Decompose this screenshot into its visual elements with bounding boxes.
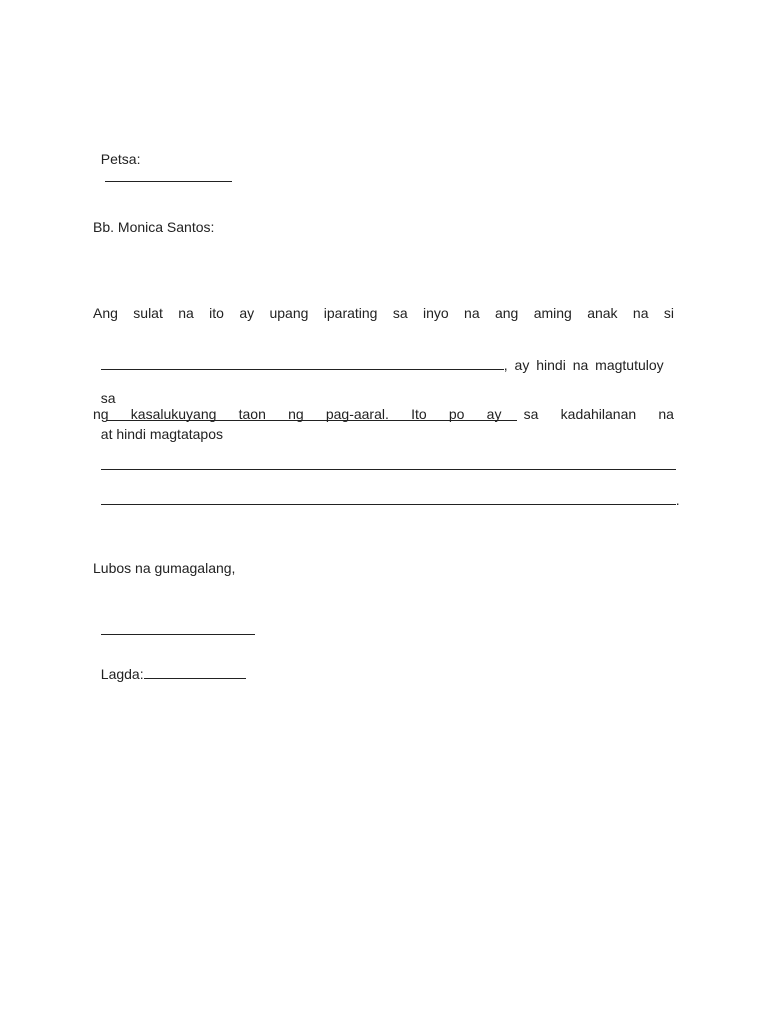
body-line-4-word: ay	[486, 406, 502, 422]
body-line-4-word: Ito	[411, 406, 427, 422]
body-line-5	[93, 438, 676, 474]
period: .	[675, 492, 680, 508]
body-line-4-word: ng	[288, 406, 304, 422]
body-line-4-word: po	[448, 406, 465, 422]
body-line-3-text: at hindi magtatapos	[100, 426, 223, 442]
signature-blank[interactable]	[144, 666, 246, 679]
body-line-1-word: na	[632, 305, 649, 321]
body-line-1-word: inyo	[422, 305, 449, 321]
child-name-blank[interactable]	[101, 357, 504, 370]
body-line-1-word: sulat	[133, 305, 163, 321]
signature-label: Lagda:	[100, 666, 144, 682]
body-line-4-word: sa	[523, 406, 539, 422]
body-line-1-word: ay	[239, 305, 255, 321]
body-line-1-word: aming	[533, 305, 572, 321]
body-line-1-word: anak	[587, 305, 618, 321]
body-line-1-word: upang	[269, 305, 309, 321]
body-line-1-word: na	[178, 305, 194, 321]
body-line-1-word: iparating	[323, 305, 378, 321]
body-line-2-text: , ay hindi na magtutuloy	[503, 357, 664, 373]
body-line-3-prefix: sa	[100, 390, 116, 406]
body-line-4-word: ng	[93, 406, 109, 422]
date-blank[interactable]	[105, 169, 232, 182]
body-line-1-word: Ang	[93, 305, 118, 321]
body-line-1	[93, 304, 674, 322]
body-line-4-word: pag-aaral.	[325, 406, 389, 422]
reason-blank-2[interactable]	[101, 492, 676, 505]
body-line-4-word: na	[658, 406, 674, 422]
salutation: Bb. Monica Santos:	[93, 219, 215, 235]
body-line-4-word: kasalukuyang	[130, 406, 217, 422]
date-label: Petsa:	[100, 151, 141, 167]
signature-line	[93, 647, 246, 683]
body-line-1-word: ang	[494, 305, 519, 321]
name-line	[93, 603, 255, 639]
body-line-1-word: ito	[209, 305, 224, 321]
body-line-2	[93, 338, 674, 374]
body-line-1-word: sa	[392, 305, 408, 321]
body-line-1-word: na	[464, 305, 480, 321]
body-line-6	[93, 473, 680, 509]
name-blank[interactable]	[101, 622, 255, 635]
body-line-4-word: kadahilanan	[560, 406, 637, 422]
reason-blank-1[interactable]	[101, 457, 676, 470]
body-line-4	[93, 405, 674, 423]
date-line	[93, 132, 232, 186]
body-line-1-word: si	[663, 305, 674, 321]
body-line-4-word: taon	[238, 406, 266, 422]
closing: Lubos na gumagalang,	[93, 560, 236, 576]
